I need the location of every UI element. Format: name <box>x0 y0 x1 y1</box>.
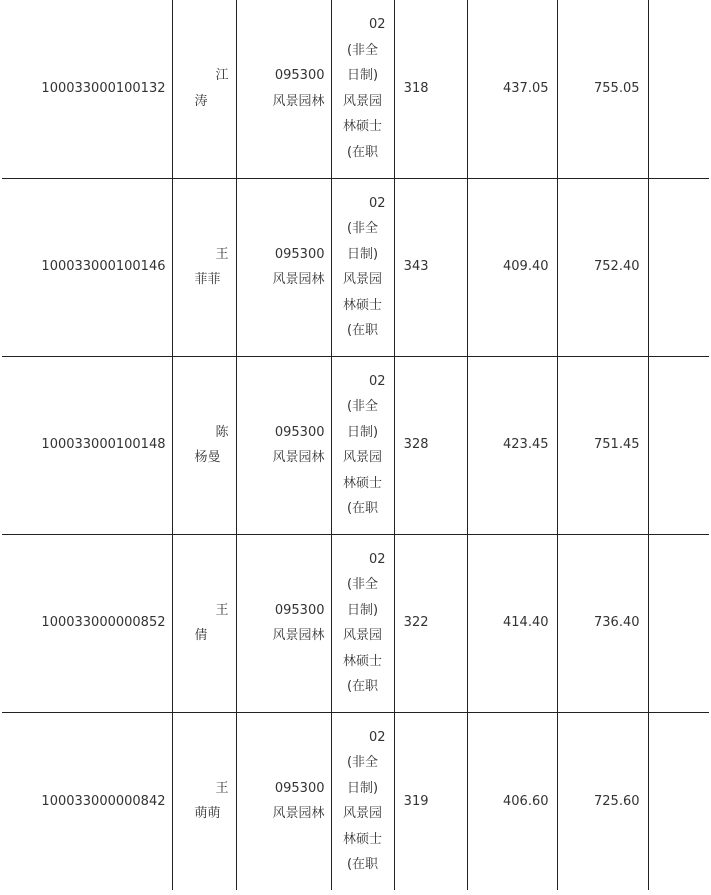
study-type-line-2: (非全 <box>346 577 379 592</box>
study-type-line-6: (在职 <box>346 144 379 160</box>
study-type-line-4: 风景园 <box>342 628 382 643</box>
study-type-line-1: 02 <box>368 729 386 745</box>
study-type-line-1: 02 <box>368 17 386 33</box>
study-type-line-3: 日制) <box>346 68 379 84</box>
major-code: 095300 <box>274 424 325 440</box>
study-type-line-1: 02 <box>368 195 386 211</box>
retest-score-cell <box>467 0 557 178</box>
name-cell <box>172 178 236 356</box>
major-cell <box>236 356 331 534</box>
study-type-line-5: 林硕士 <box>342 475 382 491</box>
table-row <box>2 178 709 356</box>
study-type-line-6: (在职 <box>346 501 379 516</box>
exam-id-cell <box>2 712 172 890</box>
initial-score: 328 <box>403 437 429 453</box>
study-type-line-6: (在职 <box>346 857 379 873</box>
initial-score-cell <box>394 712 467 890</box>
major-name: 风景园林 <box>272 272 325 287</box>
study-type-line-2: (非全 <box>346 221 379 236</box>
study-type-line-6: (在职 <box>346 679 379 694</box>
total-score-cell <box>557 178 648 356</box>
study-type-line-2: (非全 <box>346 399 379 414</box>
total-score-cell <box>557 0 648 178</box>
study-type-line-1: 02 <box>368 551 386 567</box>
name-cell <box>172 534 236 712</box>
initial-score-cell <box>394 178 467 356</box>
study-type-line-2: (非全 <box>346 755 379 771</box>
total-score: 752.40 <box>594 259 640 275</box>
exam-id: 100033000100146 <box>41 259 166 275</box>
study-type-line-4: 风景园 <box>342 272 382 287</box>
exam-id-cell <box>2 178 172 356</box>
name-line-1: 陈 <box>215 424 229 440</box>
study-type-line-6: (在职 <box>346 323 379 338</box>
major-cell <box>236 0 331 178</box>
table-row <box>2 712 709 890</box>
initial-score: 343 <box>403 259 429 275</box>
table-body <box>2 0 709 890</box>
initial-score-cell <box>394 356 467 534</box>
study-type-cell <box>331 0 394 178</box>
major-cell <box>236 712 331 890</box>
name-line-2: 倩 <box>194 628 208 643</box>
note-cell <box>648 356 709 534</box>
retest-score-cell <box>467 356 557 534</box>
major-code: 095300 <box>274 68 325 84</box>
study-type-line-4: 风景园 <box>342 93 382 109</box>
study-type-cell <box>331 356 394 534</box>
initial-score-cell <box>394 0 467 178</box>
study-type-line-3: 日制) <box>346 424 379 440</box>
results-table <box>2 0 709 890</box>
name-cell <box>172 0 236 178</box>
total-score-cell <box>557 356 648 534</box>
study-type-cell <box>331 534 394 712</box>
study-type-line-5: 林硕士 <box>342 297 382 313</box>
total-score: 725.60 <box>594 793 640 809</box>
name-cell <box>172 356 236 534</box>
major-name: 风景园林 <box>272 450 325 465</box>
note-cell <box>648 712 709 890</box>
study-type-line-5: 林硕士 <box>342 119 382 135</box>
total-score: 755.05 <box>594 81 640 96</box>
major-code: 095300 <box>274 602 325 618</box>
table-row <box>2 356 709 534</box>
retest-score-cell <box>467 178 557 356</box>
total-score: 736.40 <box>594 615 640 631</box>
initial-score: 319 <box>403 793 429 809</box>
exam-id: 100033000100148 <box>41 437 166 453</box>
exam-id-cell <box>2 0 172 178</box>
initial-score-cell <box>394 534 467 712</box>
name-line-1: 王 <box>215 780 229 796</box>
major-cell <box>236 178 331 356</box>
study-type-line-3: 日制) <box>346 246 379 262</box>
major-code: 095300 <box>274 780 325 796</box>
retest-score-cell <box>467 712 557 890</box>
initial-score: 322 <box>403 615 429 631</box>
study-type-line-5: 林硕士 <box>342 653 382 669</box>
retest-score-cell <box>467 534 557 712</box>
exam-id: 100033000000852 <box>41 615 166 631</box>
major-code: 095300 <box>274 246 325 262</box>
study-type-cell <box>331 712 394 890</box>
retest-score: 423.45 <box>503 437 549 453</box>
name-line-1: 王 <box>215 246 229 262</box>
retest-score: 406.60 <box>503 793 549 809</box>
major-name: 风景园林 <box>272 93 325 109</box>
major-name: 风景园林 <box>272 628 325 643</box>
major-cell <box>236 534 331 712</box>
retest-score: 414.40 <box>503 615 549 631</box>
study-type-cell <box>331 178 394 356</box>
study-type-line-1: 02 <box>368 373 386 389</box>
initial-score: 318 <box>403 81 429 96</box>
note-cell <box>648 0 709 178</box>
name-line-1: 王 <box>215 602 229 618</box>
exam-id: 100033000000842 <box>41 793 166 809</box>
note-cell <box>648 534 709 712</box>
name-line-1: 江 <box>215 68 229 84</box>
total-score-cell <box>557 712 648 890</box>
study-type-line-4: 风景园 <box>342 806 382 822</box>
major-name: 风景园林 <box>272 806 325 822</box>
note-cell <box>648 178 709 356</box>
table-row <box>2 534 709 712</box>
study-type-line-5: 林硕士 <box>342 831 382 847</box>
name-line-2: 涛 <box>194 93 208 109</box>
table-row <box>2 0 709 178</box>
retest-score: 409.40 <box>503 259 549 275</box>
name-line-2: 萌萌 <box>194 806 221 822</box>
study-type-line-2: (非全 <box>346 42 379 58</box>
total-score: 751.45 <box>594 437 640 453</box>
name-cell <box>172 712 236 890</box>
study-type-line-3: 日制) <box>346 780 379 796</box>
study-type-line-3: 日制) <box>346 602 379 618</box>
exam-id: 100033000100132 <box>41 81 166 96</box>
exam-id-cell <box>2 534 172 712</box>
study-type-line-4: 风景园 <box>342 450 382 465</box>
name-line-2: 杨曼 <box>194 450 221 465</box>
total-score-cell <box>557 534 648 712</box>
exam-id-cell <box>2 356 172 534</box>
name-line-2: 菲菲 <box>194 272 221 287</box>
retest-score: 437.05 <box>503 81 549 96</box>
